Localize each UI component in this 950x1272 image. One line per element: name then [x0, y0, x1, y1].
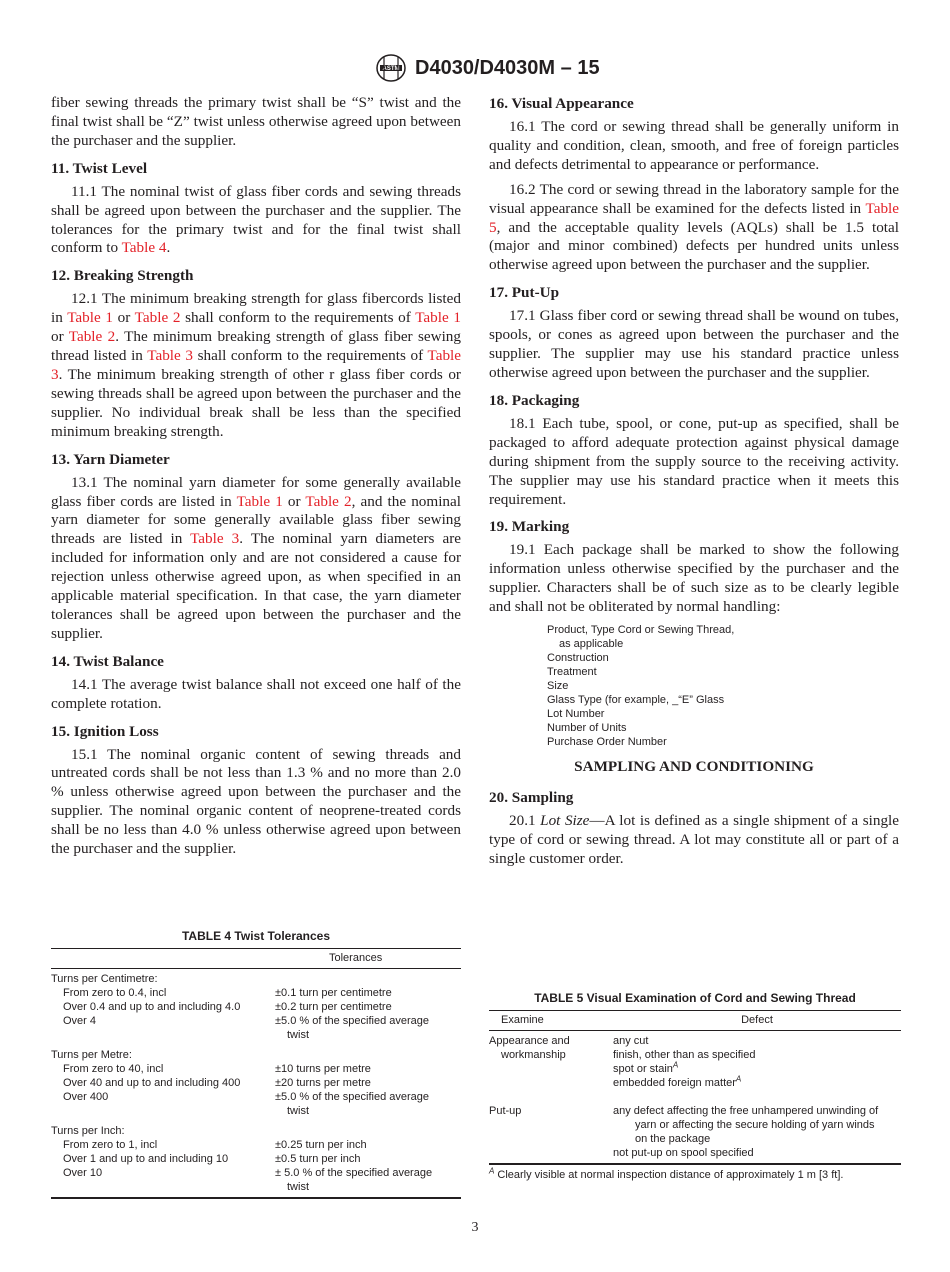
- table-3-link[interactable]: Table 3: [190, 530, 240, 548]
- logo-text: ASTM: [382, 66, 400, 72]
- table-row: [489, 1031, 901, 1091]
- section-16-2-text: [489, 181, 899, 276]
- table-4-cond: From zero to 40, incl: [63, 1063, 164, 1075]
- page-header: [0, 52, 950, 88]
- footnote-ref: A: [672, 1060, 679, 1070]
- table-4-cond: From zero to 1, incl: [63, 1139, 158, 1151]
- s12-t3: shall conform to the requirements of: [180, 309, 416, 327]
- s12-t6: shall conform to the requirements of: [192, 347, 428, 365]
- table-4-tol: ±20 turns per metre: [275, 1077, 371, 1089]
- section-16-heading: 16. Visual Appearance: [489, 95, 634, 112]
- table-4-bottom-rule: [51, 1197, 461, 1199]
- table-4-group-label: Turns per Inch:: [51, 1125, 125, 1137]
- section-15-1-text: 15.1 The nominal organic content of sewing threads and untreated cords shall be not less than 1.3 % and no more than 2.0 % unless otherwise agreed upon between the purchaser and the supplier. The nominal organic content of neoprene-treated cords shall be no less than 4.0 % unless otherwise agreed upon between the purchaser and the supplier.: [51, 745, 461, 858]
- table-row: [51, 1076, 461, 1090]
- s13-t1: 13.1 The nominal yarn diameter for some generally available glass fiber cords are listed in: [51, 473, 461, 510]
- table-4-tol: ± 5.0 % of the specified average twist: [275, 1167, 433, 1193]
- sampling-conditioning-title: SAMPLING AND CONDITIONING: [574, 758, 814, 776]
- table-5-footnote: [489, 1168, 901, 1182]
- section-16-1-text: 16.1 The cord or sewing thread shall be generally uniform in quality and condition, clean, smooth, and free of foreign particles and defects detrimental to appearance or performance.: [489, 118, 899, 173]
- examine-line: Appearance and: [489, 1035, 570, 1047]
- table-4-grid: [51, 949, 461, 1197]
- table-4-tol: ±10 turns per metre: [275, 1063, 371, 1075]
- table-4-header-blank: [51, 949, 275, 969]
- table-4: [51, 929, 461, 1199]
- defect-line: finish, other than as specified: [613, 1049, 756, 1061]
- table-4-tol: ±5.0 % of the specified average twist: [275, 1015, 430, 1041]
- s12-t5: . The minimum breaking strength of glass fiber sewing thread listed in: [51, 328, 461, 365]
- table-4-cond: Over 400: [63, 1091, 109, 1103]
- section-17-1-text: 17.1 Glass fiber cord or sewing thread shall be wound on tubes, spools, or cones as agreed upon between the purchaser and the supplier. The supplier may use his standard practice unless otherwise agreed upon between the purchaser and the supplier.: [489, 307, 899, 381]
- table-5-header-row: [489, 1011, 901, 1031]
- table-row: [51, 1014, 461, 1042]
- table-1-link[interactable]: Table 1: [236, 492, 283, 510]
- table-4-col-header: Tolerances: [329, 952, 383, 964]
- table-5-title: TABLE 5 Visual Examination of Cord and Sewing Thread: [534, 991, 856, 1005]
- section-20-heading: 20. Sampling: [489, 789, 574, 807]
- table-5-examine-header: Examine: [501, 1014, 544, 1026]
- table-5-defect-cell: [613, 1031, 901, 1091]
- table-3-link[interactable]: Table 3: [147, 347, 193, 365]
- table-4-tol: ±5.0 % of the specified average twist: [275, 1091, 430, 1117]
- s20-term: Lot Size: [540, 812, 590, 830]
- table-4-cond: Over 40 and up to and including 400: [63, 1077, 241, 1089]
- list-item: Size: [547, 680, 569, 693]
- s12-t1: 12.1 The minimum breaking strength for glass fibercords listed in: [51, 290, 461, 327]
- table-row: [51, 1062, 461, 1076]
- table-5-examine-cell: Put-up: [489, 1105, 522, 1117]
- list-item: Glass Type (for example, _“E” Glass: [547, 694, 725, 707]
- table-4-cond: Over 0.4 and up to and including 4.0: [63, 1001, 241, 1013]
- table-4-group-label: Turns per Metre:: [51, 1049, 132, 1061]
- table-row: [489, 1090, 901, 1163]
- table-4-tol: ±0.1 turn per centimetre: [275, 987, 392, 999]
- section-11-1-text: [51, 183, 461, 259]
- footnote-ref: A: [735, 1074, 742, 1084]
- section-15-heading: 15. Ignition Loss: [51, 722, 159, 740]
- table-4-tol: ±0.25 turn per inch: [275, 1139, 367, 1151]
- page-number: 3: [471, 1220, 479, 1235]
- s12-t7: . The minimum breaking strength of other r glass fiber cords or sewing threads shall be agreed upon between the purchaser and the supplier. No individual break shall be less than the specified minimum breaking strength.: [51, 365, 461, 440]
- s12-t4: or: [51, 328, 69, 346]
- table-row: [51, 986, 461, 1000]
- intro-paragraph: fiber sewing threads the primary twist shall be “S” twist and the final twist shall be “Z” twist unless otherwise agreed upon between the purchaser and the supplier.: [51, 94, 461, 149]
- list-item: Lot Number: [547, 708, 605, 721]
- section-12-heading: 12. Breaking Strength: [51, 267, 194, 285]
- section-12-1-text: [51, 290, 461, 441]
- astm-logo-icon: [374, 53, 408, 83]
- list-item: Number of Units: [547, 722, 627, 735]
- s13-t3: , and the nominal yarn diameter for some generally available glass fiber sewing threads are listed in: [51, 492, 461, 548]
- list-item: Treatment: [547, 666, 597, 679]
- table-row: [51, 1138, 461, 1152]
- table-4-cond: Over 1 and up to and including 10: [63, 1153, 229, 1165]
- table-4-title: TABLE 4 Twist Tolerances: [181, 929, 331, 943]
- s12-t2: or: [112, 309, 135, 327]
- s20-text: —A lot is defined as a single shipment of a single type of cord or sewing thread. A lot may constitute all or part of a single customer order.: [489, 812, 900, 867]
- section-14-heading: 14. Twist Balance: [51, 652, 164, 670]
- table-4-cond: Over 10: [63, 1167, 103, 1179]
- table-2-link[interactable]: Table 2: [305, 492, 352, 510]
- section-17-heading: 17. Put-Up: [489, 284, 560, 302]
- table-5-defect-cell: [613, 1090, 901, 1163]
- s20-num: 20.1: [509, 812, 541, 830]
- examine-line: workmanship: [501, 1049, 566, 1061]
- section-20-1-text: [489, 812, 899, 869]
- table-3-link[interactable]: Table 3: [51, 347, 461, 383]
- section-18-heading: 18. Packaging: [489, 391, 580, 409]
- defect-line: any defect affecting the free unhampered unwinding of yarn or affecting the secure holding of yarn winds on the package: [613, 1105, 879, 1145]
- table-row: [51, 1000, 461, 1014]
- table-4-tol: ±0.5 turn per inch: [275, 1153, 361, 1165]
- section-19-heading: 19. Marking: [489, 518, 570, 536]
- section-18-1-text: 18.1 Each tube, spool, or cone, put-up as specified, shall be packaged to afford adequate protection against physical damage during shipment from the supply source to the receiving activity. The supplier may use his standard practice when it meets this requirement.: [489, 414, 899, 508]
- right-column: [489, 94, 899, 875]
- table-2-link[interactable]: Table 2: [68, 328, 116, 346]
- section-11-heading: 11. Twist Level: [51, 159, 148, 177]
- table-1-link[interactable]: Table 1: [67, 309, 113, 327]
- marking-list: [547, 623, 899, 749]
- s13-t4: . The nominal yarn diameters are included for information only and are not considered a cause for rejection unless otherwise agreed upon, as when specified in an applicable material specification. In that case, the yarn diameter tolerances shall be agreed upon between the purchaser and the supplier.: [51, 530, 462, 642]
- s13-t2: or: [282, 492, 306, 510]
- s11-text-a: 11.1 The nominal twist of glass fiber cords and sewing threads shall be agreed upon between the purchaser and the supplier. The tolerances for the primary twist and for the final twist shall conform to: [51, 182, 461, 257]
- left-column: [51, 94, 461, 865]
- section-13-heading: 13. Yarn Diameter: [51, 450, 170, 468]
- table-1-link[interactable]: Table 1: [415, 309, 461, 327]
- table-5-grid: [489, 1011, 901, 1163]
- table-row: [51, 1166, 461, 1197]
- table-4-link[interactable]: Table 4: [121, 239, 167, 257]
- defect-text: spot or stain: [613, 1063, 673, 1075]
- table-5-examine-cell: [489, 1031, 613, 1091]
- table-5-defect-header: Defect: [741, 1014, 773, 1026]
- table-4-header-row: [51, 949, 461, 969]
- designation: D4030/D4030M – 15: [415, 57, 600, 79]
- list-item: Purchase Order Number: [547, 736, 667, 749]
- defect-line: any cut: [613, 1035, 649, 1047]
- defect-line: [613, 1076, 901, 1090]
- table-row: [51, 1152, 461, 1166]
- list-item: as applicable: [559, 638, 624, 651]
- table-2-link[interactable]: Table 2: [134, 309, 181, 327]
- footnote-text: Clearly visible at normal inspection distance of approximately 1 m [3 ft].: [494, 1169, 844, 1181]
- table-4-group-label: Turns per Centimetre:: [51, 973, 158, 985]
- list-item: Construction: [547, 652, 609, 665]
- table-row: [51, 1090, 461, 1118]
- s16-p2b: , and the acceptable quality levels (AQLs) shall be 1.5 total (major and minor combined) defects per hundred units unless otherwise agreed upon between the purchaser and the supplier.: [489, 218, 899, 274]
- table-4-cond: From zero to 0.4, incl: [63, 987, 167, 999]
- section-14-1-text: 14.1 The average twist balance shall not exceed one half of the complete rotation.: [51, 675, 461, 712]
- table-5-bottom-rule: [489, 1163, 901, 1165]
- table-4-tol: ±0.2 turn per centimetre: [275, 1001, 392, 1013]
- defect-line: not put-up on spool specified: [613, 1147, 754, 1159]
- footnote-mark: A: [489, 1166, 495, 1176]
- section-19-1-text: 19.1 Each package shall be marked to show the following information unless otherwise specified by the purchaser and the supplier. Characters shall be of such size as to be clearly legible and shall not be obliterated by normal handling:: [489, 541, 899, 616]
- defect-line: [613, 1062, 901, 1076]
- table-5-link[interactable]: Table 5: [489, 199, 899, 236]
- defect-text: embedded foreign matter: [613, 1077, 736, 1089]
- s16-p2a: 16.2 The cord or sewing thread in the laboratory sample for the visual appearance shall be examined for the defects listed in: [489, 180, 899, 217]
- s11-text-b: .: [166, 239, 171, 257]
- table-5: [489, 991, 901, 1182]
- table-4-cond: Over 4: [63, 1015, 97, 1027]
- section-13-1-text: [51, 474, 461, 644]
- list-item: Product, Type Cord or Sewing Thread,: [547, 624, 735, 637]
